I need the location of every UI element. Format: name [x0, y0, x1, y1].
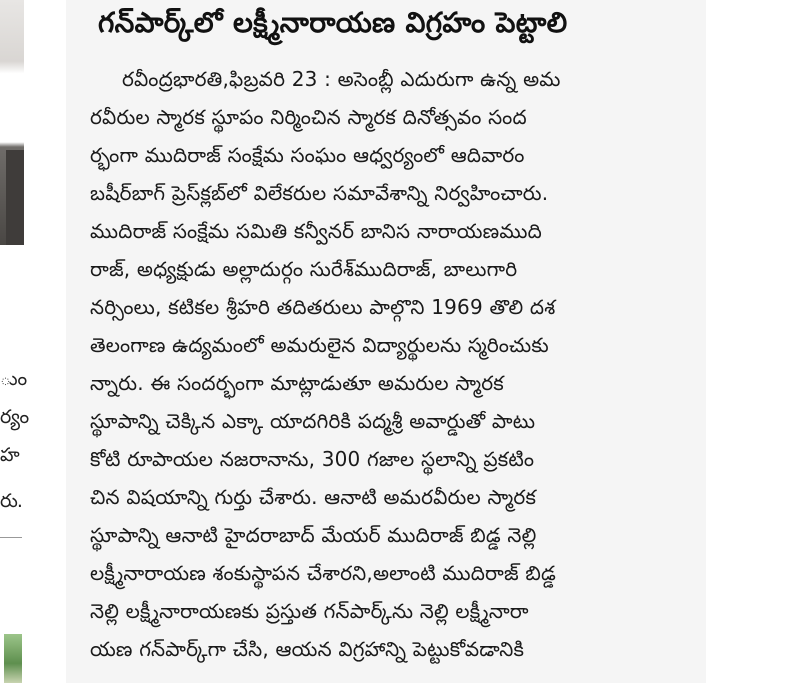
- article-line: నర్సింలు, కటికల శ్రీహరి తదితరులు పాల్గొని 1969 తొలి దశ: [90, 295, 556, 319]
- article-line: కోటి రూపాయల నజరానాను, 300 గజాల స్థలాన్ని ప్రకటిం: [90, 447, 535, 471]
- article-line: స్థూపాన్ని చెక్కిన ఎక్కా యాదగిరికి పద్మశ్రీ అవార్డుతో పాటు: [90, 409, 536, 433]
- article-line: యణ గన్‌పార్క్‌గా చేసి, ఆయన విగ్రహాన్ని పెట్టుకోవడానికి: [90, 637, 525, 661]
- article-line: ర్భంగా ముదిరాజ్ సంక్షేమ సంఘం ఆధ్వర్యంలో ఆదివారం: [90, 143, 525, 167]
- adjacent-text-line: ర్యం: [0, 406, 29, 428]
- article-line: ముదిరాజ్ సంక్షేమ సమితి కన్వీనర్ బానిస నారాయణముది: [90, 219, 542, 243]
- article-line: రాజ్, అధ్యక్షుడు అల్లాదుర్గం సురేశ్‌ముదిరాజ్, బాలుగారి: [90, 257, 518, 281]
- article-line: లక్ష్మీనారాయణ శంకుస్థాపన చేశారని,అలాంటి ముదిరాజ్ బిడ్డ: [90, 561, 556, 585]
- article-line: బషీర్‌బాగ్ ప్రెస్‌క్లబ్‌లో విలేకరుల సమావేశాన్ని నిర్వహించారు.: [90, 181, 549, 205]
- article-headline: గన్‌పార్క్‌లో లక్ష్మీనారాయణ విగ్రహం పెట్టాలి: [98, 6, 568, 39]
- adjacent-photo-fragment: [0, 0, 24, 245]
- adjacent-text-line: హ: [0, 444, 19, 466]
- article-line: రవీరుల స్మారక స్థూపం నిర్మించిన స్మారక దినోత్సవం సంద: [90, 105, 527, 129]
- article-line: రవీంద్రభారతి,ఫిబ్రవరి 23 : అసెంబ్లీ ఎదురుగా ఉన్న అమ: [122, 67, 561, 91]
- article-line: నెల్లి లక్ష్మీనారాయణకు ప్రస్తుత గన్‌పార్క్‌ను నెల్లి లక్ష్మీనారా: [90, 599, 529, 623]
- adjacent-image-fragment: [4, 634, 22, 683]
- adjacent-text-line: ుం: [0, 368, 27, 390]
- column-divider: [0, 537, 22, 538]
- article-line: స్థూపాన్ని ఆనాటి హైదరాబాద్ మేయర్ ముదిరాజ్ బిడ్డ నెల్లి: [90, 523, 537, 547]
- adjacent-column-fragment: [0, 0, 30, 683]
- article-line: తెలంగాణ ఉద్యమంలో అమరులైన విద్యార్థులను స్మరించుకు: [90, 333, 549, 357]
- article-line: చిన విషయాన్ని గుర్తు చేశారు. ఆనాటి అమరవీరుల స్మారక: [90, 485, 537, 509]
- article-line: న్నారు. ఈ సందర్భంగా మాట్లాడుతూ అమరుల స్మారక: [90, 371, 504, 395]
- adjacent-text-line: రు.: [0, 490, 22, 512]
